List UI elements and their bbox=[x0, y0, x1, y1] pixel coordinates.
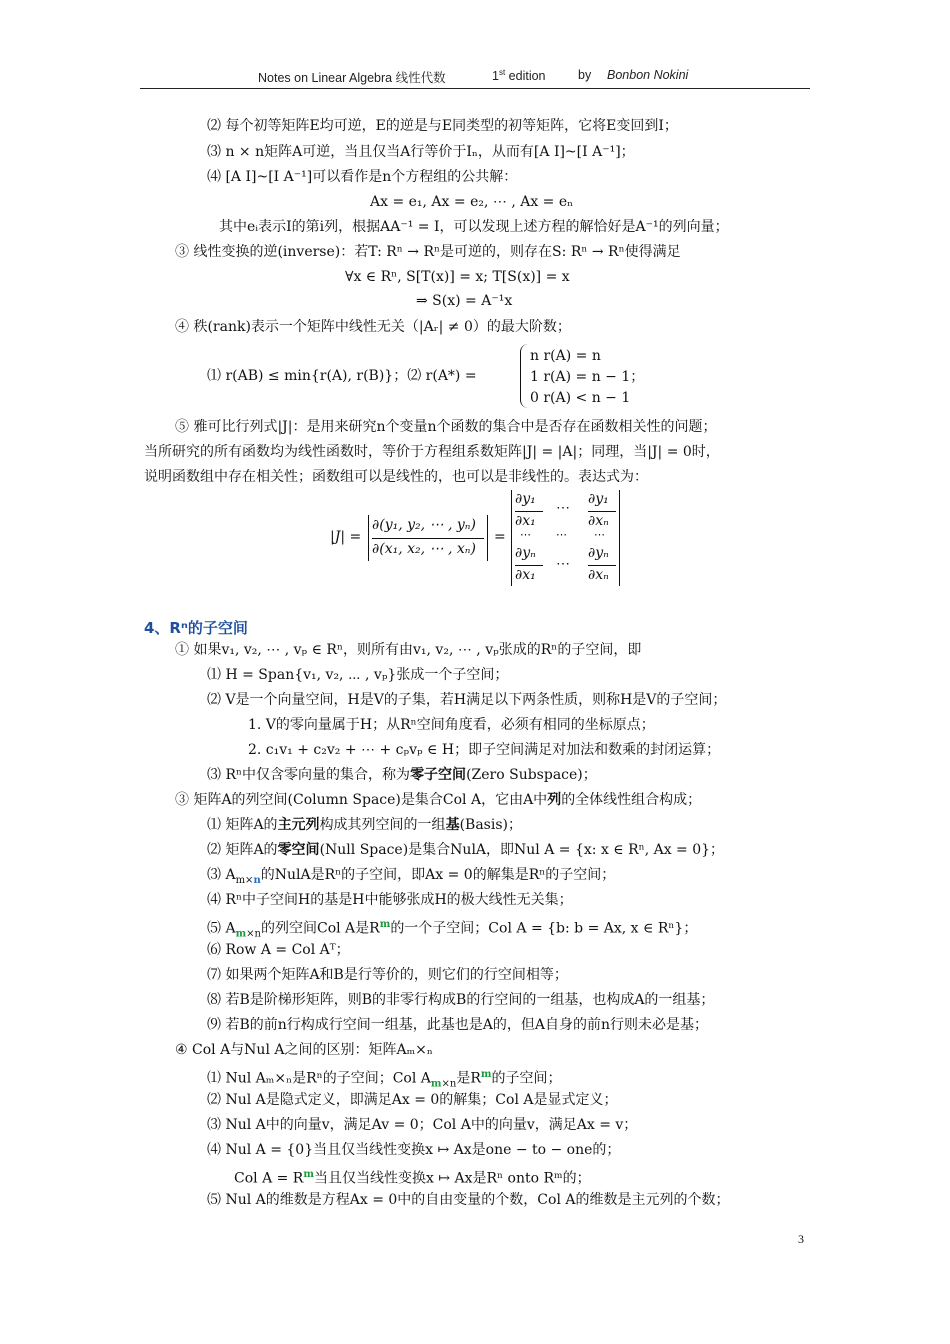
line-jacobian-linear: 当所研究的所有函数均为线性函数时，等价于方程组系数矩阵|J| = |A|；同理，当|J| = 0时， bbox=[144, 444, 720, 460]
equation-s-of-x: ⇒ S(x) = A⁻¹x bbox=[416, 293, 513, 309]
line-rank-definition: ④ 秩(rank)表示一个矩阵中线性无关（|Aᵣ| ≠ 0）的最大阶数； bbox=[175, 319, 571, 335]
jm-dx1: ∂x₁ bbox=[515, 513, 536, 529]
jm-dx1-b: ∂x₁ bbox=[515, 567, 536, 583]
line-vectors-v: ⑶ Nul A中的向量v，满足Av = 0；Col A中的向量v，满足Ax = v； bbox=[207, 1117, 638, 1133]
line-basis-subspace: ⑷ Rⁿ中子空间H的基是H中能够张成H的极大线性无关集； bbox=[207, 892, 573, 908]
line-span-subspace: ① 如果v₁, v₂, ⋯ , vₚ ∈ Rⁿ，则所有由v₁, v₂, ⋯ , vₚ张成的Rⁿ的子空间，即 bbox=[175, 642, 642, 658]
equation-ax-e: Ax = e₁, Ax = e₂, ⋯ , Ax = eₙ bbox=[370, 194, 574, 210]
line-elementary-matrix-inverse: ⑵ 每个初等矩阵E均可逆，E的逆是与E同类型的初等矩阵，它将E变回到I； bbox=[207, 118, 678, 134]
jacobian-equals: = bbox=[494, 529, 506, 545]
line-dimensions: ⑸ Nul A的维数是方程Ax = 0中的自由变量的个数，Col A的维数是主元列的个数； bbox=[207, 1192, 730, 1208]
jm-dy1-n: ∂y₁ bbox=[588, 491, 609, 507]
header-title: Notes on Linear Algebra 线性代数 bbox=[258, 71, 446, 85]
jacobian-matrix-bar-left bbox=[511, 490, 512, 586]
jm-dots-mid-1: ⋯ bbox=[520, 528, 531, 541]
jacobian-fraction-line bbox=[372, 538, 484, 539]
header-by: by bbox=[578, 68, 592, 82]
jacobian-denominator: ∂(x₁, x₂, ⋯ , xₙ) bbox=[372, 541, 476, 557]
header-edition: 1st edition bbox=[492, 68, 546, 84]
line-zero-vector-property: 1. V的零向量属于H；从Rⁿ空间角度看，必须有相同的坐标原点； bbox=[248, 717, 655, 733]
line-common-solution: ⑷ [A I]~[I A⁻¹]可以看作是n个方程组的公共解： bbox=[207, 169, 518, 185]
line-column-vectors: 其中eᵢ表示I的第i列，根据AA⁻¹ = I，可以发现上述方程的解恰好是A⁻¹的列向量； bbox=[219, 219, 729, 235]
rank-case-1: n r(A) = n bbox=[530, 348, 601, 364]
line-invertible-condition: ⑶ n × n矩阵A可逆，当且仅当A行等价于Iₙ，从而有[A I]~[I A⁻¹]； bbox=[207, 144, 635, 160]
line-nul-subspace: ⑶ $A_{m\times n}$的NulA是Rⁿ的子空间，即Ax = 0的解集是Rⁿ的子空间； bbox=[207, 867, 616, 886]
jm-dots-mid-3: ⋯ bbox=[594, 528, 605, 541]
jacobian-numerator: ∂(y₁, y₂, ⋯ , yₙ) bbox=[372, 517, 476, 533]
line-col-subspace: ⑸ $A_{m\times n}$的列空间Col A是$R^m$的一个子空间；Col A = {b: b = Ax, x ∈ Rⁿ}； bbox=[207, 919, 698, 940]
line-nul-col-spaces: ⑴ Nul Aₘ×ₙ是Rⁿ的子空间；Col $A_{m\times n}$是$R^m$的子空间； bbox=[207, 1069, 562, 1090]
line-one-to-one: ⑷ Nul A = {0}当且仅当线性变换x ↦ Ax是one − to − one的； bbox=[207, 1142, 621, 1158]
line-null-space: ⑵ 矩阵A的零空间(Null Space)是集合NulA，即Nul A = {x: x ∈ Rⁿ, Ax = 0}； bbox=[207, 842, 725, 858]
jm-dots-mid-2: ⋯ bbox=[556, 528, 567, 541]
line-onto: Col $A = R^m$当且仅当线性变换x ↦ Ax是Rⁿ onto Rᵐ的； bbox=[234, 1169, 591, 1187]
line-subspace-definition: ⑵ V是一个向量空间，H是V的子集，若H满足以下两条性质，则称H是V的子空间； bbox=[207, 692, 727, 708]
line-echelon-basis: ⑻ 若B是阶梯形矩阵，则B的非零行构成B的行空间的一组基，也构成A的一组基； bbox=[207, 992, 715, 1008]
jm-frac-11 bbox=[515, 511, 543, 512]
line-pivot-columns-basis: ⑴ 矩阵A的主元列构成其列空间的一组基(Basis)； bbox=[207, 817, 522, 833]
section-heading-subspace: 4、Rⁿ的子空间 bbox=[144, 619, 248, 637]
jm-hdots-bottom: ⋯ bbox=[556, 556, 570, 572]
line-closure-property: 2. c₁v₁ + c₂v₂ + ⋯ + cₚvₚ ∈ H；即子空间满足对加法和数乘的封闭运算； bbox=[248, 742, 721, 758]
line-linear-transform-inverse: ③ 线性变换的逆(inverse)：若T: Rⁿ → Rⁿ是可逆的，则存在S: Rⁿ → Rⁿ使得满足 bbox=[175, 244, 681, 260]
rank-case-3: 0 r(A) < n − 1 bbox=[530, 390, 631, 406]
page-number: 3 bbox=[798, 1232, 804, 1246]
jm-dxn-b: ∂xₙ bbox=[588, 567, 609, 583]
line-jacobian-intro: ⑤ 雅可比行列式|J|：是用来研究n个变量n个函数的集合中是否存在函数相关性的问题； bbox=[175, 419, 717, 435]
line-first-n-rows: ⑼ 若B的前n行构成行空间一组基，此基也是A的，但A自身的前n行则未必是基； bbox=[207, 1017, 708, 1033]
line-jacobian-expression: 说明函数组中存在相关性；函数组可以是线性的，也可以是非线性的。表达式为： bbox=[144, 469, 648, 485]
jm-hdots-top: ⋯ bbox=[556, 500, 570, 516]
page-header bbox=[140, 62, 810, 89]
jm-dyn-n: ∂yₙ bbox=[588, 545, 609, 561]
jacobian-bar-right bbox=[487, 515, 488, 561]
jacobian-matrix-bar-right bbox=[619, 490, 620, 586]
equation-inverse-transform: ∀x ∈ Rⁿ, S[T(x)] = x; T[S(x)] = x bbox=[345, 269, 570, 285]
jm-frac-nn bbox=[588, 565, 616, 566]
line-row-equivalent: ⑺ 如果两个矩阵A和B是行等价的，则它们的行空间相等； bbox=[207, 967, 568, 983]
jacobian-lhs: |J| = bbox=[330, 529, 362, 545]
line-implicit-explicit: ⑵ Nul A是隐式定义，即满足Ax = 0的解集；Col A是显式定义； bbox=[207, 1092, 618, 1108]
line-column-space: ③ 矩阵A的列空间(Column Space)是集合Col A，它由A中列的全体线性组合构成； bbox=[175, 792, 702, 808]
line-h-span: ⑴ H = Span{v₁, v₂, ⋯ , vₚ}张成一个子空间； bbox=[207, 667, 509, 683]
jm-dyn: ∂yₙ bbox=[515, 545, 536, 561]
jm-dxn: ∂xₙ bbox=[588, 513, 609, 529]
jm-frac-1n bbox=[588, 511, 616, 512]
line-row-col-transpose: ⑹ Row A = Col Aᵀ； bbox=[207, 942, 350, 958]
line-zero-subspace: ⑶ Rⁿ中仅含零向量的集合，称为零子空间(Zero Subspace)； bbox=[207, 767, 597, 783]
line-col-nul-difference: ④ Col A与Nul A之间的区别：矩阵Aₘ×ₙ bbox=[175, 1042, 433, 1058]
line-rank-properties: ⑴ r(AB) ≤ min{r(A), r(B)}；⑵ r(A*) = bbox=[207, 368, 477, 384]
rank-case-2: 1 r(A) = n − 1； bbox=[530, 369, 645, 385]
jacobian-bar-left bbox=[368, 515, 369, 561]
jm-frac-n1 bbox=[515, 565, 543, 566]
jm-dy1: ∂y₁ bbox=[515, 491, 536, 507]
header-author: Bonbon Nokini bbox=[607, 68, 689, 82]
